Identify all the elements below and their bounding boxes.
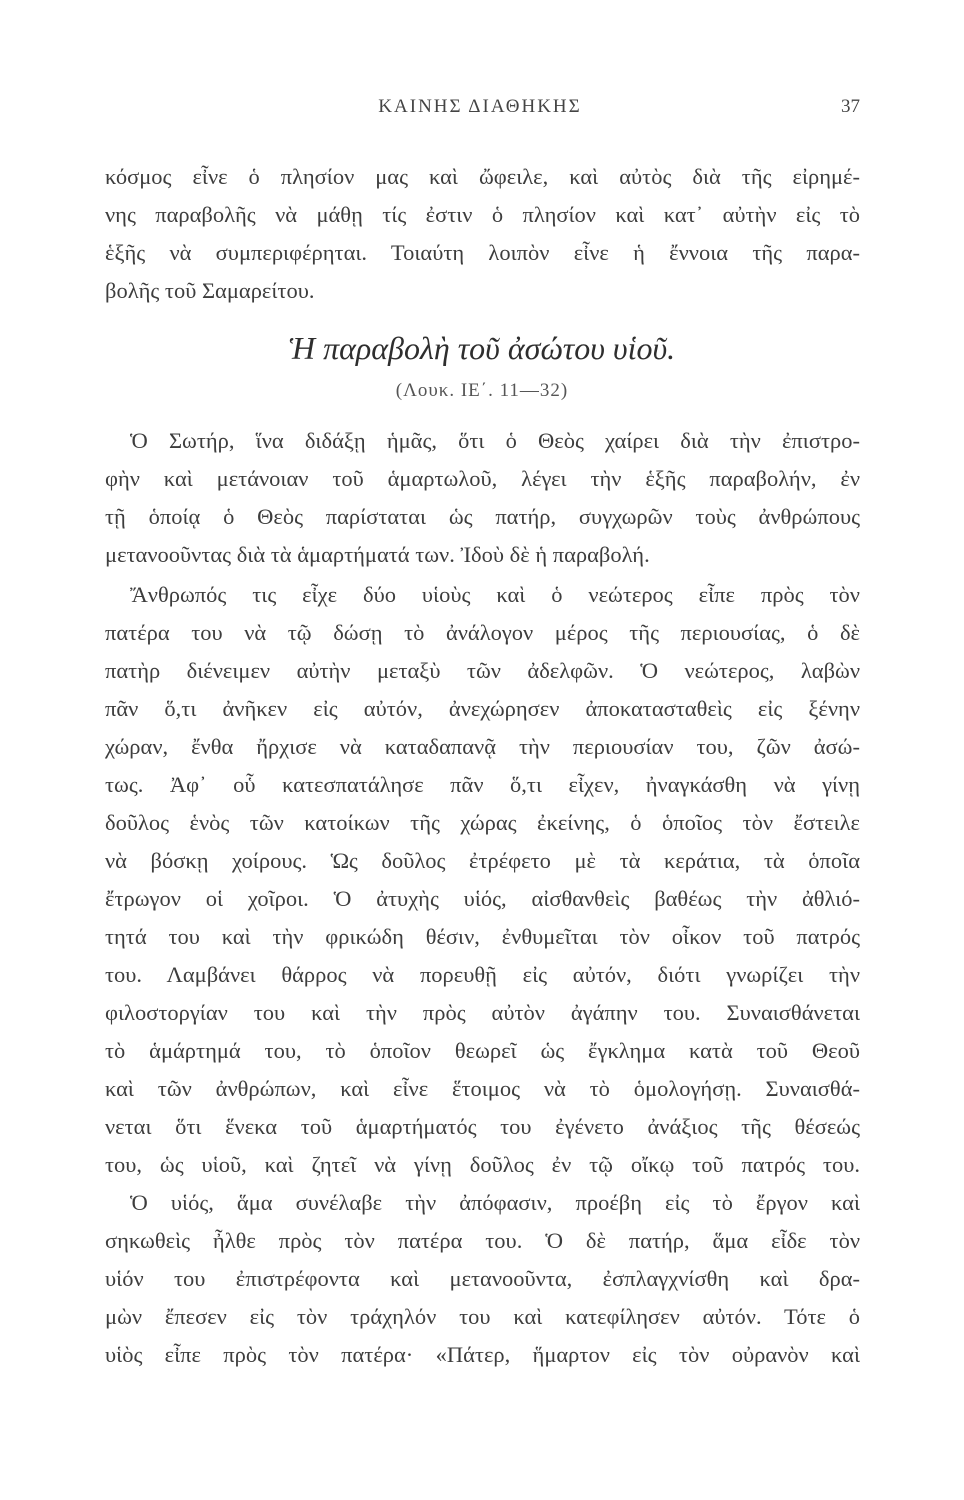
text-line: του, ὡς υἱοῦ, καὶ ζητεῖ νὰ γίνῃ δοῦλος ἐν τῷ οἴκῳ τοῦ πατρός του. <box>105 1152 860 1177</box>
text-line: σηκωθεὶς ἦλθε πρὸς τὸν πατέρα του. Ὁ δὲ πατήρ, ἅμα εἶδε τὸν <box>105 1228 860 1253</box>
text-line: βολῆς τοῦ Σαμαρείτου. <box>105 278 315 303</box>
text-line: φιλοστοργίαν του καὶ τὴν πρὸς αὐτὸν ἀγάπην του. Συναισθάνεται <box>105 1000 860 1025</box>
text-line: νὰ βόσκῃ χοίρους. Ὡς δοῦλος ἐτρέφετο μὲ τὰ κεράτια, τὰ ὁποῖα <box>105 848 860 873</box>
text-line: δοῦλος ἑνὸς τῶν κατοίκων τῆς χώρας ἐκείνης, ὁ ὁποῖος τὸν ἔστειλε <box>105 810 860 835</box>
text-line: φὴν καὶ μετάνοιαν τοῦ ἁμαρτωλοῦ, λέγει τὴν ἑξῆς παραβολήν, ἐν <box>105 466 860 491</box>
text-line: πᾶν ὅ,τι ἀνῆκεν εἰς αὐτόν, ἀνεχώρησεν ἀποκατασταθεὶς εἰς ξένην <box>105 696 860 721</box>
text-line: τως. Ἀφ᾽ οὗ κατεσπατάλησε πᾶν ὅ,τι εἶχεν, ἠναγκάσθη νὰ γίνῃ <box>105 772 860 797</box>
text-line: χώραν, ἔνθα ἤρχισε νὰ καταδαπανᾷ τὴν περιουσίαν του, ζῶν ἀσώ- <box>105 734 860 759</box>
scripture-reference: (Λουκ. ΙΕ΄. 11—32) <box>395 380 569 401</box>
text-line: του. Λαμβάνει θάρρος νὰ πορευθῇ εἰς αὐτόν, διότι γνωρίζει τὴν <box>105 962 860 987</box>
text-line: Ἄνθρωπός τις εἶχε δύο υἱοὺς καὶ ὁ νεώτερος εἶπε πρὸς τὸν <box>130 582 860 607</box>
text-line: καὶ τῶν ἀνθρώπων, καὶ εἶνε ἕτοιμος νὰ τὸ ὁμολογήσῃ. Συναισθά- <box>105 1076 860 1101</box>
text-line: πατὴρ διένειμεν αὐτὴν μεταξὺ τῶν ἀδελφῶν. Ὁ νεώτερος, λαβὼν <box>105 658 860 683</box>
text-line: πατέρα του νὰ τῷ δώσῃ τὸ ἀνάλογον μέρος τῆς περιουσίας, ὁ δὲ <box>105 620 860 645</box>
text-line: ἑξῆς νὰ συμπεριφέρηται. Τοιαύτη λοιπὸν εἶνε ἡ ἔννοια τῆς παρα- <box>105 240 860 265</box>
page-header <box>100 96 860 126</box>
text-line: κόσμος εἶνε ὁ πλησίον μας καὶ ὤφειλε, καὶ αὐτὸς διὰ τῆς εἰρημέ- <box>105 164 860 189</box>
text-line: υἱὸς εἶπε πρὸς τὸν πατέρα· «Πάτερ, ἥμαρτον εἰς τὸν οὐρανὸν καὶ <box>105 1342 860 1367</box>
text-line: μετανοοῦντας διὰ τὰ ἁμαρτήματά των. Ἰδοὺ δὲ ἡ παραβολή. <box>105 542 650 567</box>
text-line: Ὁ υἱός, ἅμα συνέλαβε τὴν ἀπόφασιν, προέβη εἰς τὸ ἔργον καὶ <box>130 1190 860 1215</box>
text-line: μὼν ἔπεσεν εἰς τὸν τράχηλόν του καὶ κατεφίλησεν αὐτόν. Τότε ὁ <box>105 1304 860 1329</box>
page-number: 37 <box>841 96 860 117</box>
text-line: νεται ὅτι ἕνεκα τοῦ ἁμαρτήματός του ἐγένετο ἀνάξιος τῆς θέσεώς <box>105 1114 860 1139</box>
text-line: τητά του καὶ τὴν φρικώδη θέσιν, ἐνθυμεῖται τὸν οἶκον τοῦ πατρός <box>105 924 860 949</box>
section-title: Ἡ παραβολὴ τοῦ ἀσώτου υἱοῦ. <box>288 330 676 366</box>
text-line: τῇ ὁποίᾳ ὁ Θεὸς παρίσταται ὡς πατήρ, συγχωρῶν τοὺς ἀνθρώπους <box>105 504 860 529</box>
text-line: Ὁ Σωτήρ, ἵνα διδάξῃ ἡμᾶς, ὅτι ὁ Θεὸς χαίρει διὰ τὴν ἐπιστρο- <box>130 428 860 453</box>
text-line: τὸ ἁμάρτημά του, τὸ ὁποῖον θεωρεῖ ὡς ἔγκλημα κατὰ τοῦ Θεοῦ <box>105 1038 860 1063</box>
text-line: υἱόν του ἐπιστρέφοντα καὶ μετανοοῦντα, ἐσπλαγχνίσθη καὶ δρα- <box>105 1266 860 1291</box>
text-line: νης παραβολῆς νὰ μάθῃ τίς ἐστιν ὁ πλησίον καὶ κατ᾽ αὐτὴν εἰς τὸ <box>105 202 860 227</box>
text-line: ἔτρωγον οἱ χοῖροι. Ὁ ἀτυχὴς υἱός, αἰσθανθεὶς βαθέως τὴν ἀθλιό- <box>105 886 860 911</box>
running-head: ΚΑΙΝΗΣ ΔΙΑΘΗΚΗΣ <box>378 96 582 117</box>
